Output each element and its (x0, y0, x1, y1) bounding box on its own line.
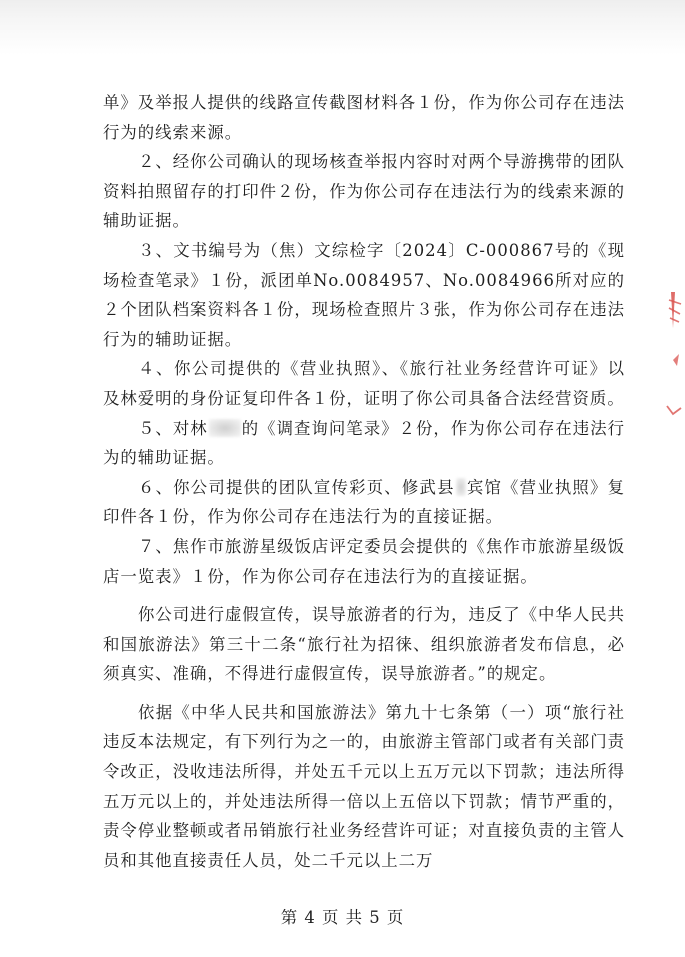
page-number-footer: 第 4 页 共 5 页 (280, 908, 405, 927)
redacted-hotel-name (456, 478, 466, 496)
evidence-6-text-b: 宾馆《营业执照》复印件各１份，作为你公司存在违法行为的直接证据。 (103, 477, 626, 527)
paragraph-evidence-4: ４、你公司提供的《营业执照》、《旅行社业务经营许可证》以及林爱明的身份证复印件各１份，证明了你公司具备合法经营资质。 (103, 359, 625, 408)
seal-stamp-edge (661, 288, 685, 428)
paragraph-evidence-3: ３、文书编号为（焦）文综检字〔2024〕C-000867号的《现场检查笔录》１份，派团单No.0084957、No.0084966所对应的２个团队档案资料各１份，现场检查照片３张，作为你公司存在违法行为的辅助证据。 (103, 240, 625, 349)
paragraph-evidence-7: ７、焦作市旅游星级饭店评定委员会提供的《焦作市旅游星级饭店一览表》１份，作为你公司存在违法行为的直接证据。 (103, 536, 625, 586)
paragraph-evidence-6 (103, 473, 625, 532)
evidence-5-text-b: 的《调查询问笔录》２份，作为你公司存在违法行为的辅助证据。 (103, 418, 626, 468)
paragraph-evidence-2: ２、经你公司确认的现场核查举报内容时对两个导游携带的团队资料拍照留存的打印件２份，作为你公司存在违法行为的线索来源的辅助证据。 (103, 152, 625, 231)
paragraph-evidence-5 (103, 414, 625, 473)
redacted-name (209, 419, 241, 437)
paragraph-legal-basis: 依据《中华人民共和国旅游法》第九十七条第（一）项“旅行社违反本法规定，有下列行为之一的，由旅游主管部门或者有关部门责令改正，没收违法所得，并处五千元以上五万元以下罚款；违法所得五万元以上的，并处违法所得一倍以上五倍以下罚款；情节严重的，责令停业整顿或者吊销旅行社业务经营许可证；对直接负责的主管人员和其他直接责任人员，处二千元以上二万 (103, 702, 625, 870)
document-body (103, 88, 625, 875)
evidence-6-text-a: ６、你公司提供的团队宣传彩页、修武县 (138, 477, 455, 497)
paragraph-evidence-1-continued: 单》及举报人提供的线路宣传截图材料各１份，作为你公司存在违法行为的线索来源。 (103, 93, 625, 142)
evidence-5-text-a: ５、对林 (138, 418, 208, 438)
paragraph-violation: 你公司进行虚假宣传，误导旅游者的行为，违反了《中华人民共和国旅游法》第三十二条“旅行社为招徕、组织旅游者发布信息，必须真实、准确，不得进行虚假宣传，误导旅游者。”的规定。 (103, 605, 625, 684)
